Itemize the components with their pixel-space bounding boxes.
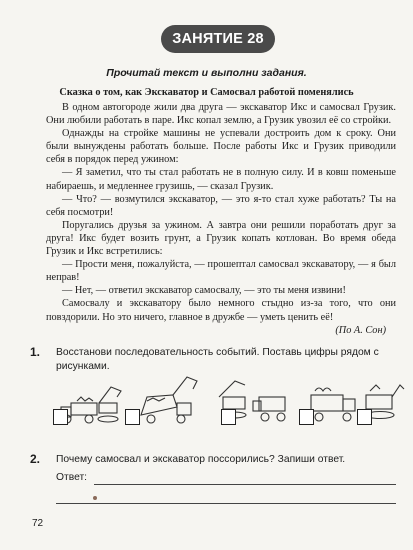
sequence-box-2[interactable] [125, 409, 140, 425]
answer-label: Ответ: [56, 472, 88, 483]
sequence-box-5[interactable] [357, 409, 372, 425]
story-text [46, 101, 396, 337]
story-title: Сказка о том, как Экскаватор и Самосвал работой поменялись [59, 87, 354, 98]
story-paragraph: Однажды на стройке машины не успевали достроить дом к сроку. Они были вынуждены работать больше. После работы Икс и Грузик приводили себя в порядок перед ужином: [46, 128, 396, 166]
story-paragraph: — Я заметил, что ты стал работать не в полную силу. И в ковш поменьше набираешь, и медленнее грузишь, — сказал Грузик. [46, 167, 396, 192]
answer-line-1[interactable] [94, 484, 396, 485]
task-1-text: Восстанови последовательность событий. Поставь цифры рядом с рисунками. [56, 347, 379, 372]
answer-line-2[interactable] [56, 503, 396, 504]
story-paragraph: — Что? — возмутился экскаватор, — это я-то стал хуже работать? Ты на себя посмотри! [46, 193, 396, 218]
sequence-box-1[interactable] [53, 409, 68, 425]
ink-dot [93, 496, 97, 500]
task-2-text: Почему самосвал и экскаватор поссорились? Запиши ответ. [56, 454, 346, 465]
story-paragraph: В одном автогороде жили два друга — экскаватор Икс и самосвал Грузик. Они любили работать в паре. Икс копал землю, а Грузик увозил её со стройки. [46, 102, 396, 127]
page-number: 72 [32, 518, 44, 529]
story-paragraph: — Нет, — ответил экскаватор самосвалу, — это ты меня извини! [62, 285, 346, 297]
instruction-text: Прочитай текст и выполни задания. [106, 67, 307, 79]
story-paragraph: Поругались друзья за ужином. А завтра они решили поработать друг за друга! Икс будет возить грунт, а Грузик копать котлован. Во время обеда Грузик и Икс встретились: [46, 219, 396, 258]
sequence-box-3[interactable] [221, 409, 236, 425]
task-2-number: 2. [30, 452, 41, 466]
story-author: (По А. Сон) [335, 324, 386, 336]
story-paragraph: — Прости меня, пожалуйста, — прошептал самосвал экскаватору, — я был неправ! [46, 259, 396, 284]
task-1-number: 1. [30, 345, 41, 359]
task-1-pictures [55, 367, 405, 432]
lesson-title-badge: ЗАНЯТИЕ 28 [161, 25, 275, 53]
sequence-box-4[interactable] [299, 409, 314, 425]
truck-with-arm-picture [133, 367, 205, 429]
story-paragraph: Самосвалу и экскаватору было немного стыдно из-за того, что они повздорили. Но это ничего, главное в дружбе — уметь ценить её! [46, 298, 396, 323]
